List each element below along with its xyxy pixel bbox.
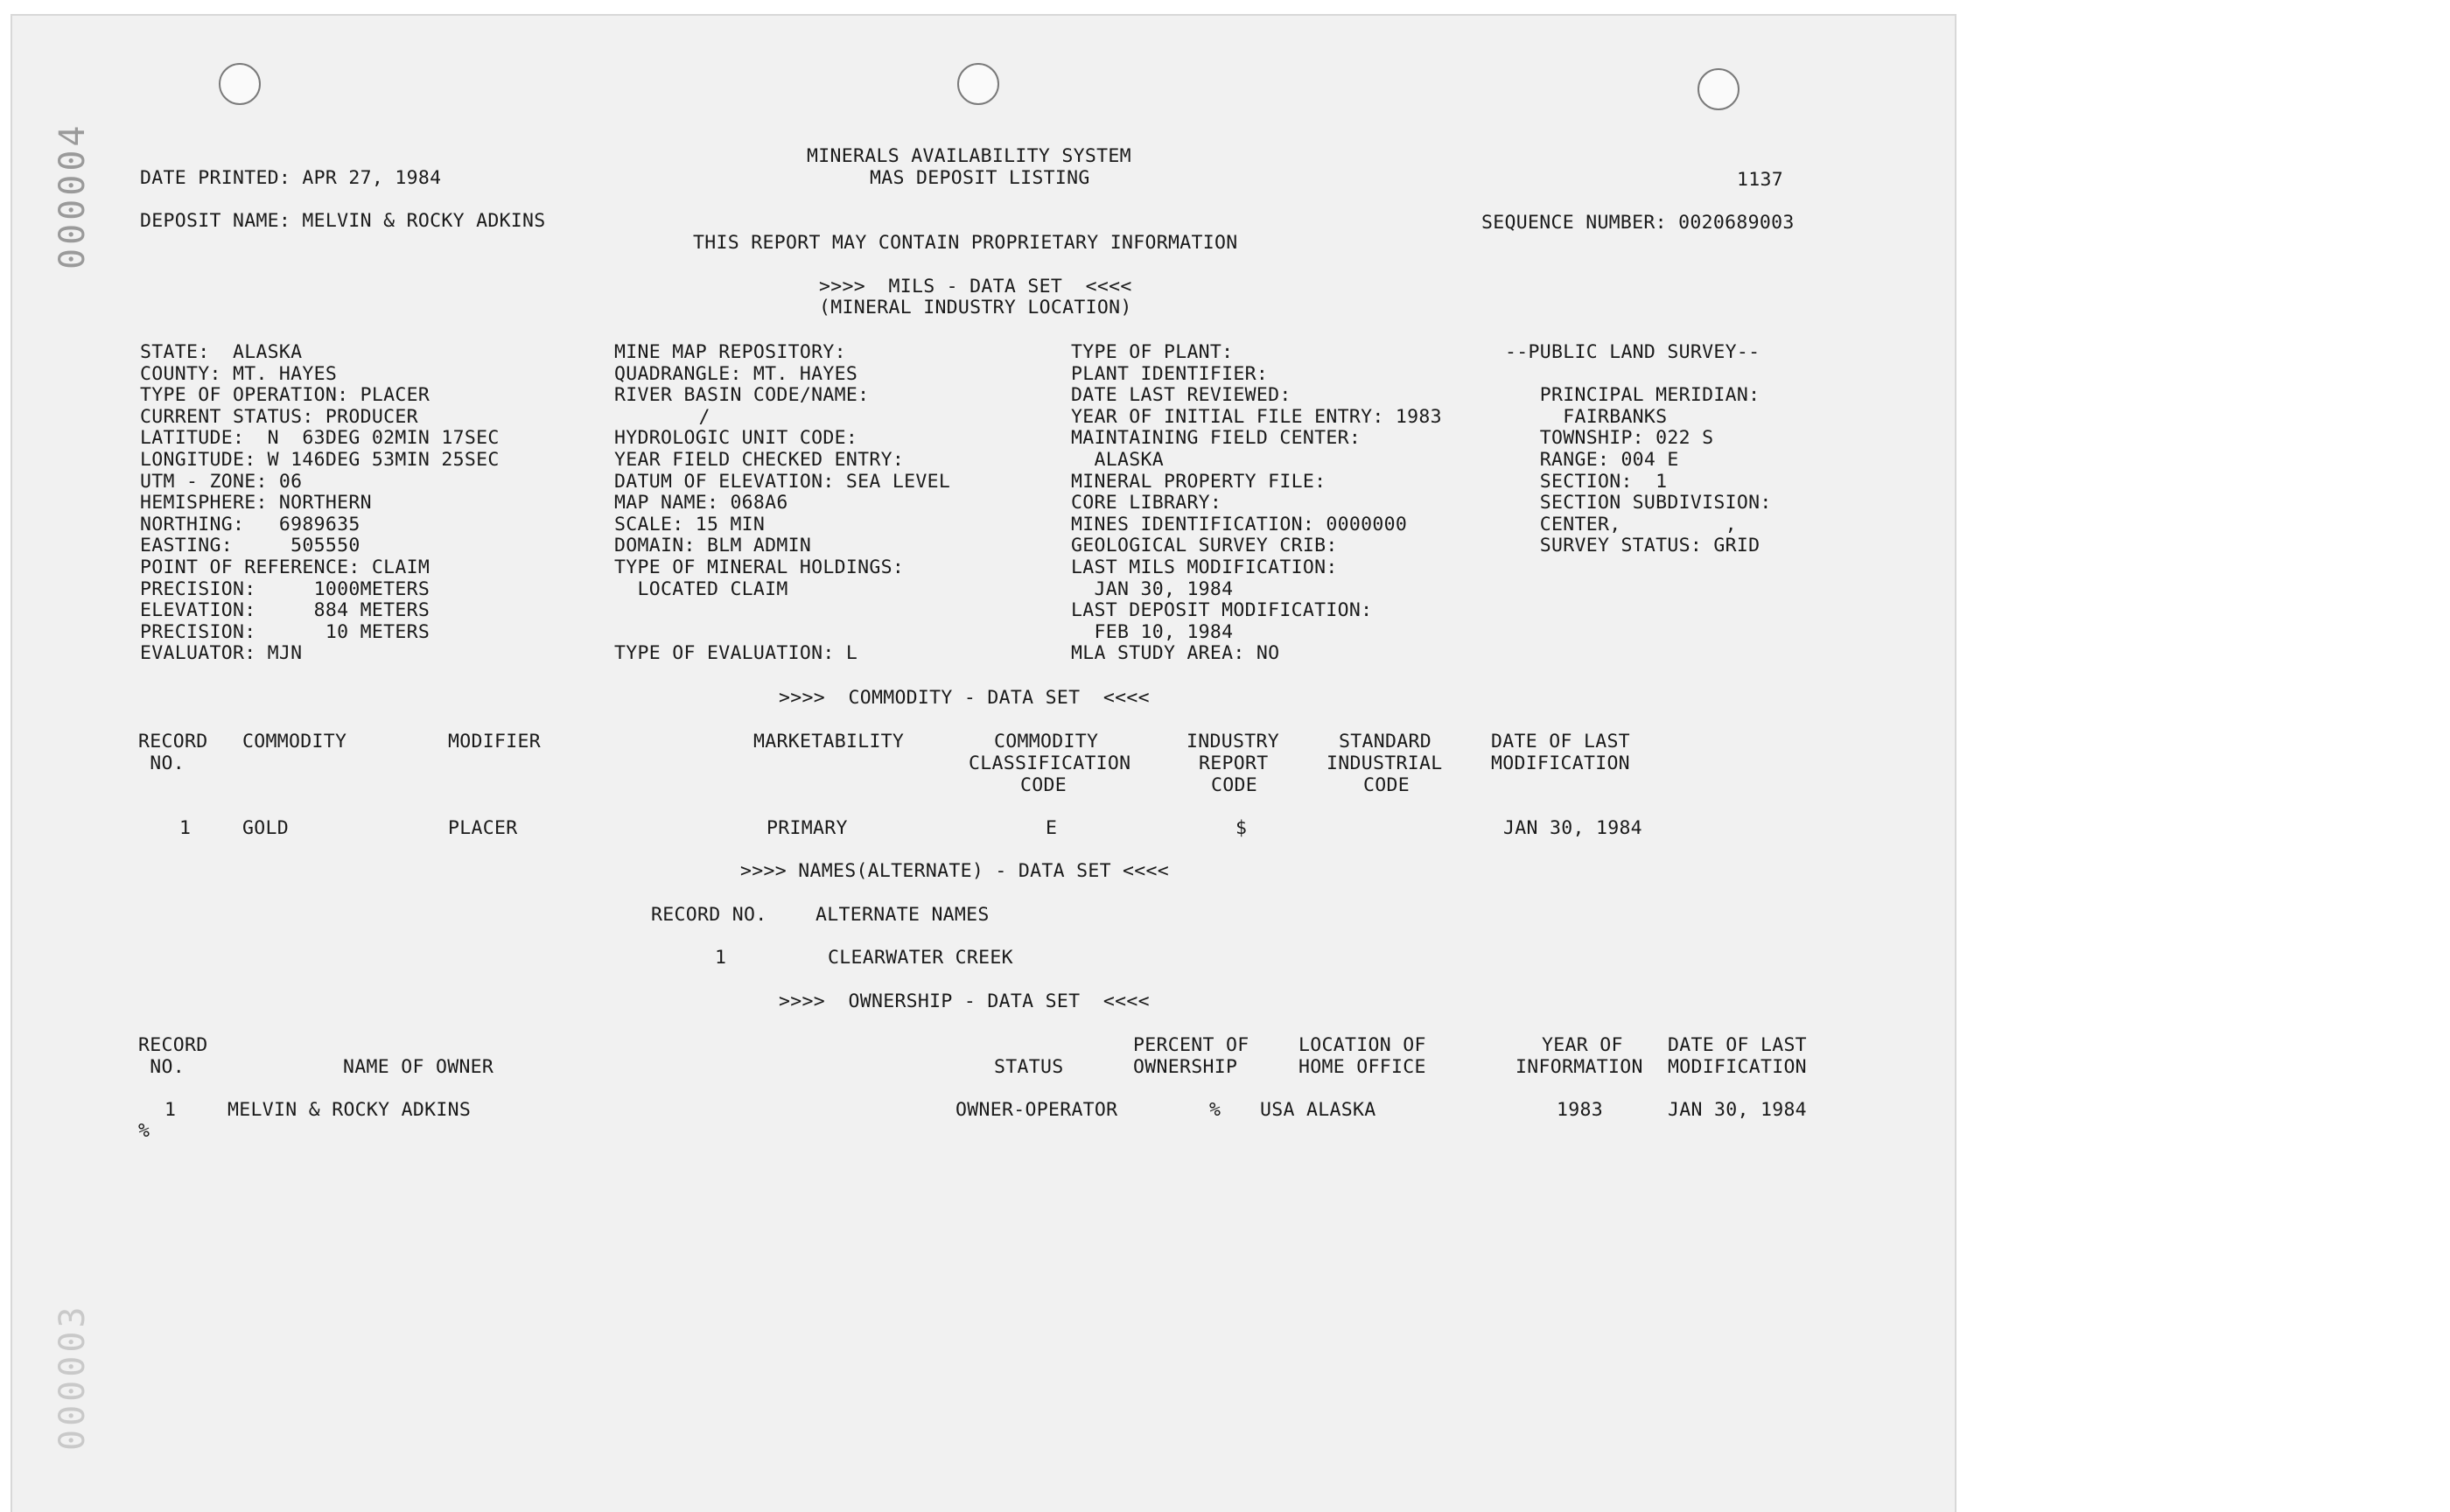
ownership-header-record: NO.: [138, 1056, 185, 1078]
mils-field: MINERAL PROPERTY FILE:: [1071, 470, 1326, 493]
commodity-header-industry: INDUSTRY: [1186, 731, 1279, 752]
survey-field: RANGE: 004 E: [1505, 449, 1679, 471]
mils-field: LOCATED CLAIM: [614, 578, 788, 600]
alternate-name: CLEARWATER CREEK: [828, 947, 1013, 969]
mils-field: EVALUATOR: MJN: [140, 642, 303, 665]
commodity-header-industry: REPORT: [1199, 752, 1269, 774]
names-record: 1: [715, 947, 727, 969]
ownership-heading: >>>> OWNERSHIP - DATA SET <<<<: [779, 990, 1150, 1012]
deposit-name: DEPOSIT NAME: MELVIN & ROCKY ADKINS: [140, 210, 546, 232]
commodity-header-standard: STANDARD: [1339, 731, 1432, 752]
commodity-industry-code: $: [1236, 817, 1248, 839]
mils-field: UTM - ZONE: 06: [140, 470, 303, 493]
ownership-header-lastmod: MODIFICATION: [1668, 1056, 1807, 1078]
mils-field: FEB 10, 1984: [1071, 620, 1234, 643]
mils-field: LAST DEPOSIT MODIFICATION:: [1071, 599, 1373, 622]
ownership-header-status: STATUS: [994, 1056, 1064, 1078]
survey-field: TOWNSHIP: 022 S: [1505, 427, 1714, 450]
commodity-header-modifier: MODIFIER: [448, 731, 541, 752]
survey-field: CENTER, ,: [1505, 513, 1737, 536]
mils-field: NORTHING: 6989635: [140, 513, 360, 536]
commodity-header-marketability: MARKETABILITY: [753, 731, 905, 752]
mils-field: LONGITUDE: W 146DEG 53MIN 25SEC: [140, 449, 500, 471]
mils-heading: >>>> MILS - DATA SET <<<<: [819, 276, 1132, 298]
ownership-trailing-mark: %: [138, 1120, 150, 1142]
information-year: 1983: [1557, 1099, 1603, 1121]
commodity-name: GOLD: [242, 817, 289, 839]
mils-field: YEAR OF INITIAL FILE ENTRY: 1983: [1071, 405, 1442, 428]
mils-field: ELEVATION: 884 METERS: [140, 599, 430, 622]
mils-field: PRECISION: 1000METERS: [140, 578, 430, 600]
ownership-header-record: RECORD: [138, 1034, 208, 1056]
mils-field: TYPE OF OPERATION: PLACER: [140, 384, 430, 407]
ownership-lastmod: JAN 30, 1984: [1668, 1099, 1807, 1121]
commodity-header-standard: INDUSTRIAL: [1326, 752, 1443, 774]
mils-field: CURRENT STATUS: PRODUCER: [140, 405, 418, 428]
punch-hole-left: [219, 63, 261, 105]
commodity-header-record: RECORD: [138, 731, 208, 752]
survey-field: SURVEY STATUS: GRID: [1505, 535, 1760, 557]
ownership-status: OWNER-OPERATOR: [956, 1099, 1118, 1121]
mils-field: STATE: ALASKA: [140, 341, 303, 363]
survey-field: FAIRBANKS: [1505, 405, 1668, 428]
home-office-location: USA ALASKA: [1260, 1099, 1376, 1121]
commodity-heading: >>>> COMMODITY - DATA SET <<<<: [779, 687, 1150, 709]
commodity-header-commodity: COMMODITY: [242, 731, 347, 752]
mils-field: LAST MILS MODIFICATION:: [1071, 556, 1338, 578]
ownership-header-year: INFORMATION: [1516, 1056, 1643, 1078]
mils-field: EASTING: 505550: [140, 535, 360, 557]
sequence-number: SEQUENCE NUMBER: 0020689003: [1481, 212, 1795, 234]
mils-field: MAP NAME: 068A6: [614, 492, 788, 514]
mils-field: PLANT IDENTIFIER:: [1071, 362, 1269, 385]
ownership-percent: %: [1209, 1099, 1222, 1121]
report-title-line2: MAS DEPOSIT LISTING: [870, 167, 1090, 189]
mils-field: HYDROLOGIC UNIT CODE:: [614, 427, 858, 450]
names-header-record: RECORD NO.: [651, 904, 767, 926]
owner-name: MELVIN & ROCKY ADKINS: [228, 1099, 472, 1121]
commodity-record: 1: [179, 817, 192, 839]
commodity-header-lastmod: MODIFICATION: [1491, 752, 1630, 774]
mils-field: ALASKA: [1071, 449, 1164, 471]
mils-field: JAN 30, 1984: [1071, 578, 1234, 600]
commodity-header-industry: CODE: [1211, 774, 1257, 796]
mils-field: MLA STUDY AREA: NO: [1071, 642, 1280, 665]
page-number: 1137: [1737, 169, 1783, 191]
mils-field: SCALE: 15 MIN: [614, 513, 766, 536]
commodity-header-record: NO.: [138, 752, 185, 774]
mils-field: /: [676, 405, 710, 428]
date-printed: DATE PRINTED: APR 27, 1984: [140, 167, 442, 189]
report-title-line1: MINERALS AVAILABILITY SYSTEM: [807, 145, 1131, 167]
names-heading: >>>> NAMES(ALTERNATE) - DATA SET <<<<: [740, 860, 1170, 882]
mils-field: LATITUDE: N 63DEG 02MIN 17SEC: [140, 427, 500, 450]
mils-field: GEOLOGICAL SURVEY CRIB:: [1071, 535, 1338, 557]
ownership-record: 1: [164, 1099, 177, 1121]
mils-field: HEMISPHERE: NORTHERN: [140, 492, 372, 514]
commodity-classification: E: [1046, 817, 1058, 839]
mils-subheading: (MINERAL INDUSTRY LOCATION): [819, 297, 1132, 318]
mils-field: TYPE OF MINERAL HOLDINGS:: [614, 556, 905, 578]
ownership-header-percent: OWNERSHIP: [1133, 1056, 1238, 1078]
names-header-names: ALTERNATE NAMES: [816, 904, 990, 926]
mils-field: DOMAIN: BLM ADMIN: [614, 535, 812, 557]
mils-field: MINES IDENTIFICATION: 0000000: [1071, 513, 1408, 536]
commodity-header-standard: CODE: [1363, 774, 1410, 796]
mils-field: RIVER BASIN CODE/NAME:: [614, 384, 870, 407]
commodity-header-classification: CODE: [1020, 774, 1067, 796]
ownership-header-year: YEAR OF: [1542, 1034, 1623, 1056]
mils-field: QUADRANGLE: MT. HAYES: [614, 362, 858, 385]
ownership-header-owner: NAME OF OWNER: [343, 1056, 494, 1078]
survey-field: --PUBLIC LAND SURVEY--: [1505, 341, 1760, 363]
commodity-lastmod: JAN 30, 1984: [1503, 817, 1642, 839]
mils-field: DATUM OF ELEVATION: SEA LEVEL: [614, 470, 951, 493]
mils-field: PRECISION: 10 METERS: [140, 620, 430, 643]
ownership-header-location: LOCATION OF: [1298, 1034, 1426, 1056]
ownership-header-location: HOME OFFICE: [1298, 1056, 1426, 1078]
mils-field: COUNTY: MT. HAYES: [140, 362, 338, 385]
survey-field: SECTION SUBDIVISION:: [1505, 492, 1772, 514]
mils-field: YEAR FIELD CHECKED ENTRY:: [614, 449, 905, 471]
commodity-modifier: PLACER: [448, 817, 518, 839]
mils-field: CORE LIBRARY:: [1071, 492, 1222, 514]
mils-field: POINT OF REFERENCE: CLAIM: [140, 556, 430, 578]
ownership-header-lastmod: DATE OF LAST: [1668, 1034, 1807, 1056]
mils-field: MINE MAP REPOSITORY:: [614, 341, 846, 363]
punch-hole-right: [1698, 68, 1740, 110]
mils-field: TYPE OF PLANT:: [1071, 341, 1234, 363]
mils-field: DATE LAST REVIEWED:: [1071, 384, 1292, 407]
commodity-header-classification: COMMODITY: [994, 731, 1099, 752]
commodity-header-lastmod: DATE OF LAST: [1491, 731, 1630, 752]
punch-hole-center: [957, 63, 999, 105]
survey-field: PRINCIPAL MERIDIAN:: [1505, 384, 1760, 407]
ownership-header-percent: PERCENT OF: [1133, 1034, 1250, 1056]
proprietary-notice: THIS REPORT MAY CONTAIN PROPRIETARY INFORMATION: [693, 232, 1238, 254]
stamp-number-top: 000004: [52, 122, 93, 270]
commodity-marketability: PRIMARY: [766, 817, 848, 839]
survey-field: SECTION: 1: [1505, 470, 1668, 493]
commodity-header-classification: CLASSIFICATION: [969, 752, 1131, 774]
mils-field: MAINTAINING FIELD CENTER:: [1071, 427, 1362, 450]
mils-field: TYPE OF EVALUATION: L: [614, 642, 858, 665]
stamp-number-bottom: 000003: [52, 1303, 93, 1451]
